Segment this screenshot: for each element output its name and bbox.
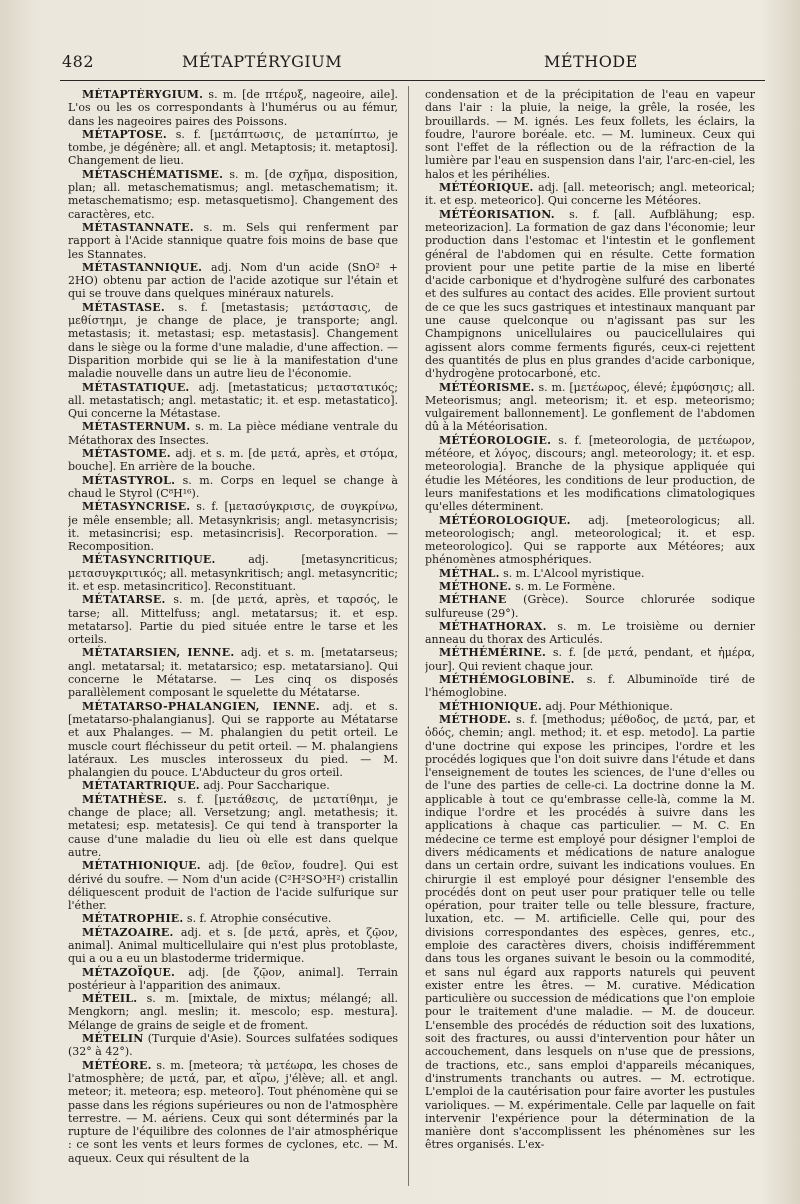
entry-definition: adj. et s. [de μετά, après, et ζῷον, animal]. Animal multicellulaire qui n'est plus protoblaste, qui a ou a eu un blastoderme tridermique. (68, 925, 398, 966)
dictionary-entry (425, 593, 755, 620)
dictionary-entry (68, 1059, 398, 1165)
dictionary-entry (68, 1032, 398, 1059)
dictionary-entry (425, 181, 755, 208)
entry-headword: MÉTASTERNUM. (82, 420, 191, 434)
entry-definition: s. m. [μετέωρος, élevé; ἐμφύσησις; all. Meteorismus; angl. meteorism; it. et esp. meteorismo; vulgairement ballonnement]. Le gonflement de l'abdomen dû à la Météorisation. (425, 380, 755, 434)
entry-headword: MÉTÉOROLOGIE. (439, 433, 552, 447)
dictionary-entry (425, 88, 755, 181)
dictionary-entry (425, 580, 755, 593)
header-rule (60, 80, 765, 81)
entry-definition: adj. Nom d'un acide (SnO² + 2HO) obtenu par action de l'acide azotique sur l'étain et qui se trouve dans quelques minéraux naturels. (68, 260, 398, 301)
right-guide-word: MÉTHODE (544, 52, 638, 71)
entry-definition: s. m. L'Alcool myristique. (503, 566, 645, 580)
entry-definition: adj. [all. meteorisch; angl. meteorical; it. et esp. meteorico]. Qui concerne les Météores. (425, 181, 755, 208)
entry-definition: adj. et s. m. [metatarseus; angl. metatarsal; it. metatarsico; esp. metatarsiano]. Qui concerne le Métatarse. — Les cinq os disposés parallèlement composant le squelette du Métatarse. (68, 646, 398, 700)
entry-definition: s. f. Albuminoïde tiré de l'hémoglobine. (425, 673, 755, 700)
column-divider (408, 86, 409, 1186)
entry-definition: s. f. [metastasis; μετάστασις, de μεθίστημι, je change de place, je transporte; angl. metastasis; it. metastasi; esp. metastasis]. Changement dans le siège ou la forme d'une maladie, d'une affection. — Disparition morbide qui se lie à la manifestation d'une maladie nouvelle dans un autre lieu de l'économie. (68, 300, 398, 381)
dictionary-entry (68, 966, 398, 993)
entry-headword: MÉTÉORIQUE. (439, 181, 534, 195)
entry-headword: MÉTHONE. (439, 579, 512, 593)
entry-headword: MÉTHANE (439, 593, 507, 607)
entry-definition: adj. [de θεῖον, foudre]. Qui est dérivé du soufre. — Nom d'un acide (C²H²SO³H²) cristallin déliquescent produit de l'action de l'acide sulfurique sur l'éther. (68, 859, 398, 913)
dictionary-entry (68, 447, 398, 474)
entry-definition: adj. Pour Saccharique. (203, 779, 330, 793)
entry-headword: MÉTASTANNATE. (82, 220, 194, 234)
dictionary-entry (425, 514, 755, 567)
dictionary-entry (68, 793, 398, 859)
entry-definition: s. m. [mixtale, de mixtus; mélangé; all. Mengkorn; angl. meslin; it. mescolo; esp. mestura]. Mélange de grains de seigle et de froment. (68, 992, 398, 1032)
page-number: 482 (62, 52, 95, 71)
entry-definition: s. f. [μετασύγκρισις, de συγκρίνω, je mêle ensemble; all. Metasynkrisis; angl. metasyncrisis; it. metasincrisi; esp. metasincrisis]. Recorporation. — Recomposition. (68, 500, 398, 554)
entry-definition: s. m. [de μετά, après, et ταρσός, le tarse; all. Mittelfuss; angl. metatarsus; it. et esp. metatarso]. Partie du pied située entre le tarse et les orteils. (68, 593, 398, 647)
entry-headword: MÉTAPTÉRYGIUM. (82, 88, 204, 101)
dictionary-entry (68, 779, 398, 792)
dictionary-entry (425, 208, 755, 381)
entry-definition: adj. [meteorologicus; all. meteorologisch; angl. meteorological; it. et esp. meteorologico]. Qui se rapporte aux Météores; aux phénomènes atmosphériques. (425, 513, 755, 567)
entry-headword: MÉTATARSO-PHALANGIEN, IENNE. (82, 699, 320, 713)
dictionary-entry (425, 646, 755, 673)
entry-headword: MÉTATARSIEN, IENNE. (82, 646, 235, 660)
entry-definition: adj. et s. m. [de μετά, après, et στόμα, bouche]. En arrière de la bouche. (68, 447, 398, 474)
entry-definition: adj. [metasyncriticus; μετασυγκριτικός; all. metasynkritisch; angl. metasyncritic; it. et esp. metasincritico]. Reconstituant. (68, 553, 398, 593)
dictionary-entry (68, 168, 398, 221)
dictionary-entry (68, 926, 398, 966)
entry-headword: MÉTEIL. (82, 992, 138, 1006)
entry-headword: MÉTHÉMOGLOBINE. (439, 673, 575, 687)
entry-definition: s. m. Corps en lequel se change à chaud le Styrol (C⁸H¹⁶). (68, 473, 398, 500)
dictionary-entry (68, 700, 398, 780)
entry-headword: MÉTATHÈSE. (82, 792, 168, 806)
entry-headword: MÉTHODE. (439, 712, 512, 726)
entry-headword: MÉTASTYROL. (82, 473, 176, 487)
entry-headword: MÉTAPTOSE. (82, 127, 167, 141)
entry-definition: s. f. [de μετά, pendant, et ἡμέρα, jour]. Qui revient chaque jour. (425, 646, 755, 673)
dictionary-entry (425, 620, 755, 647)
entry-definition: (Grèce). Source chlorurée sodique sulfureuse (29°). (425, 593, 755, 620)
entry-definition: s. m. La pièce médiane ventrale du Métathorax des Insectes. (68, 420, 398, 447)
entry-headword: MÉTAZOAIRE. (82, 925, 174, 939)
dictionary-entry (68, 221, 398, 261)
entry-definition: (Turquie d'Asie). Sources sulfatées sodiques (32° à 42°). (68, 1032, 398, 1059)
entry-headword: MÉTHATHORAX. (439, 619, 547, 633)
dictionary-entry (68, 593, 398, 646)
entry-headword: MÉTÉOROLOGIQUE. (439, 513, 571, 527)
entry-definition: condensation et de la précipitation de l'eau en vapeur dans l'air : la pluie, la neige, la grêle, la rosée, les brouillards. — M. ignés. Les feux follets, les éclairs, la foudre, l'aurore boréale. etc. — M. lumineux. Ceux qui sont l'effet de la réflection ou de la réfraction de la lumière par l'eau en suspension dans l'air, l'arc-en-ciel, les halos et les périhélies. (425, 88, 755, 181)
entry-headword: MÉTATROPHIE. (82, 912, 184, 926)
entry-headword: MÉTATARSE. (82, 593, 166, 607)
running-header (62, 52, 762, 80)
dictionary-entry (425, 434, 755, 514)
entry-headword: MÉTÉORISME. (439, 380, 535, 394)
right-column (425, 88, 755, 1188)
entry-definition: s. f. Atrophie consécutive. (186, 912, 332, 926)
dictionary-entry (68, 420, 398, 447)
dictionary-entry (68, 912, 398, 925)
entry-definition: s. m. [de πτέρυξ, nageoire, aile]. L'os ou les os correspondants à l'humérus ou au fémur, dans les nageoires paires des Poissons. (68, 88, 398, 128)
dictionary-entry (68, 301, 398, 381)
dictionary-entry (68, 261, 398, 301)
entry-definition: s. m. [meteora; τὰ μετέωρα, les choses de l'atmosphère; de μετά, par, et αἴρω, j'élève; all. et angl. meteor; it. meteora; esp. meteoro]. Tout phénomène qui se passe dans les régions supérieures ou non de l'atmosphère terrestre. — M. aériens. Ceux qui sont déterminés par la rupture de l'équilibre des colonnes de l'air atmosphérique : ce sont les vents et leurs formes de cyclones, etc. — M. aqueux. Ceux qui résultent de la (68, 1058, 398, 1165)
dictionary-entry (68, 381, 398, 421)
entry-headword: MÉTÉORISATION. (439, 207, 555, 221)
dictionary-entry (68, 474, 398, 501)
entry-headword: MÉTATARTRIQUE. (82, 779, 200, 793)
dictionary-entry (425, 673, 755, 700)
entry-headword: MÉTATHIONIQUE. (82, 859, 201, 873)
entry-definition: s. f. [μετάθεσις, de μετατίθημι, je change de place; all. Versetzung; angl. metathesis; it. metatesi; esp. metatesis]. Ce qui tend à transporter la cause d'une maladie du lieu où elle est dans quelque autre. (68, 792, 398, 859)
entry-definition: s. m. [de σχῆμα, disposition, plan; all. metaschematismus; angl. metaschematism; it. metaschematismo; esp. metasquetismo]. Changement des caractères, etc. (68, 167, 398, 221)
entry-headword: MÉTASTASE. (82, 300, 165, 314)
entry-definition: adj. [metastaticus; μεταστατικός; all. metastatisch; angl. metastatic; it. et esp. metastatico]. Qui concerne la Métastase. (68, 380, 398, 421)
entry-headword: MÉTHÉMÉRINE. (439, 646, 547, 660)
entry-definition: s. m. Le troisième ou dernier anneau du thorax des Articulés. (425, 619, 755, 647)
entry-definition: adj. [de ζῷον, animal]. Terrain postérieur à l'apparition des animaux. (68, 965, 398, 992)
entry-headword: MÉTASTATIQUE. (82, 380, 190, 394)
dictionary-entry (68, 992, 398, 1032)
entry-headword: MÉTELIN (82, 1032, 144, 1046)
entry-definition: s. f. [all. Aufblähung; esp. meteorizacion]. La formation de gaz dans l'économie; leur production dans l'estomac et l'intestin et le gonflement général de l'abdomen qui en résulte. Cette formation provient pour une petite partie de la mise en liberté d'acide carbonique et d'hydrogène sulfuré des carbonates et des sulfures au contact des acides. Elle provient surtout de ce que les sucs gastriques et intestinaux manquant par une cause quelconque ou n'agissant pas sur les Champignons unicellulaires ou paucicellulaires qui agissent alors comme ferments figurés, ceux-ci rejettent des quantités de plus en plus grandes d'acide carbonique, d'hydrogène protocarboné, etc. (425, 207, 755, 381)
dictionary-entry (425, 713, 755, 1152)
entry-definition: s. m. Sels qui renferment par rapport à l'Acide stannique quatre fois moins de base que les Stannates. (68, 220, 398, 261)
dictionary-entry (425, 381, 755, 434)
entry-headword: MÉTASYNCRISE. (82, 500, 191, 514)
entry-headword: MÉTASTOME. (82, 447, 171, 461)
dictionary-entry (425, 700, 755, 713)
entry-headword: MÉTHAL. (439, 566, 500, 580)
entry-headword: MÉTASYNCRITIQUE. (82, 553, 216, 567)
dictionary-entry (425, 567, 755, 580)
dictionary-entry (68, 500, 398, 553)
entry-headword: MÉTASCHÉMATISME. (82, 167, 224, 181)
entry-definition: s. f. [methodus; μέθοδος, de μετά, par, et ὁδός, chemin; angl. method; it. et esp. metodo]. La partie d'une doctrine qui expose les principes, l'ordre et les procédés logiques que l'on doit suivre dans l'étude et dans l'enseignement de toutes les sciences, de l'une d'elles ou de l'une des parties de celle-ci. La doctrine donne la M. applicable à tout ce qu'embrasse celle-là, comme la M. indique l'ordre et les procédés à suivre dans les applications à chaque cas particulier. — M. C. En médecine ce terme est employé pour désigner l'emploi de divers médicaments et médications de nature analogue dans un certain ordre, suivant les indications voulues. En chirurgie il est employé pour désigner l'ensemble des procédés dont on peut user pour pratiquer telle ou telle opération, pour traiter telle ou telle blessure, fracture, luxation, etc. — M. artificielle. Celle qui, pour des divisions correspondantes des espèces, genres, etc., emploie des caractères divers, choisis indifféremment dans tous les organes suivant le besoin ou la commodité, et sans nul égard aux rapports naturels qui peuvent exister entre les êtres. — M. curative. Médication particulière ou succession de médications que l'on emploie pour le traitement d'une maladie. — M. de douceur. L'ensemble des procédés de réduction soit des luxations, soit des fractures, ou aussi d'intervention pour hâter un accouchement, dans lesquels on n'use que de pressions, de tractions, etc., sans emploi d'appareils mécaniques, d'instruments tranchants ou autres. — M. ectrotique. L'emploi de la cautérisation pour faire avorter les pustules varioliques. — M. expérimentale. Celle par laquelle on fait intervenir l'expérience pour la détermination de la manière dont s'accomplissent les phénomènes sur les êtres organisés. L'ex- (425, 712, 755, 1152)
entry-definition: s. m. Le Formène. (515, 579, 616, 593)
entry-definition: adj. Pour Méthionique. (545, 699, 673, 713)
dictionary-entry (68, 88, 398, 128)
left-guide-word: MÉTAPTÉRYGIUM (182, 52, 343, 71)
entry-definition: s. f. [meteorologia, de μετέωρον, météore, et λόγος, discours; angl. meteorology; it. et esp. meteorologia]. Branche de la physique appliquée qui étudie les Météores, les conditions de leur production, de leurs manifestations et les modifications climatologiques qu'elles déterminent. (425, 433, 755, 514)
entry-definition: s. f. [μετάπτωσις, de μεταπίπτω, je tombe, je dégénère; all. et angl. Metaptosis; it. metaptosi]. Changement de lieu. (68, 127, 398, 168)
entry-headword: MÉTÉORE. (82, 1058, 152, 1072)
entry-headword: MÉTASTANNIQUE. (82, 260, 203, 274)
dictionary-entry (68, 128, 398, 168)
left-column (68, 88, 398, 1188)
entry-definition: adj. et s. [metatarso-phalangianus]. Qui se rapporte au Métatarse et aux Phalanges. — M. phalangien du petit orteil. Le muscle court fléchisseur du petit orteil. — M. phalangiens latéraux. Les muscles interosseux du pied. — M. phalangien du pouce. L'Abducteur du gros orteil. (68, 699, 398, 780)
dictionary-entry (68, 859, 398, 912)
entry-headword: MÉTHIONIQUE. (439, 699, 542, 713)
entry-headword: MÉTAZOÏQUE. (82, 965, 176, 979)
dictionary-entry (68, 553, 398, 593)
dictionary-entry (68, 646, 398, 699)
